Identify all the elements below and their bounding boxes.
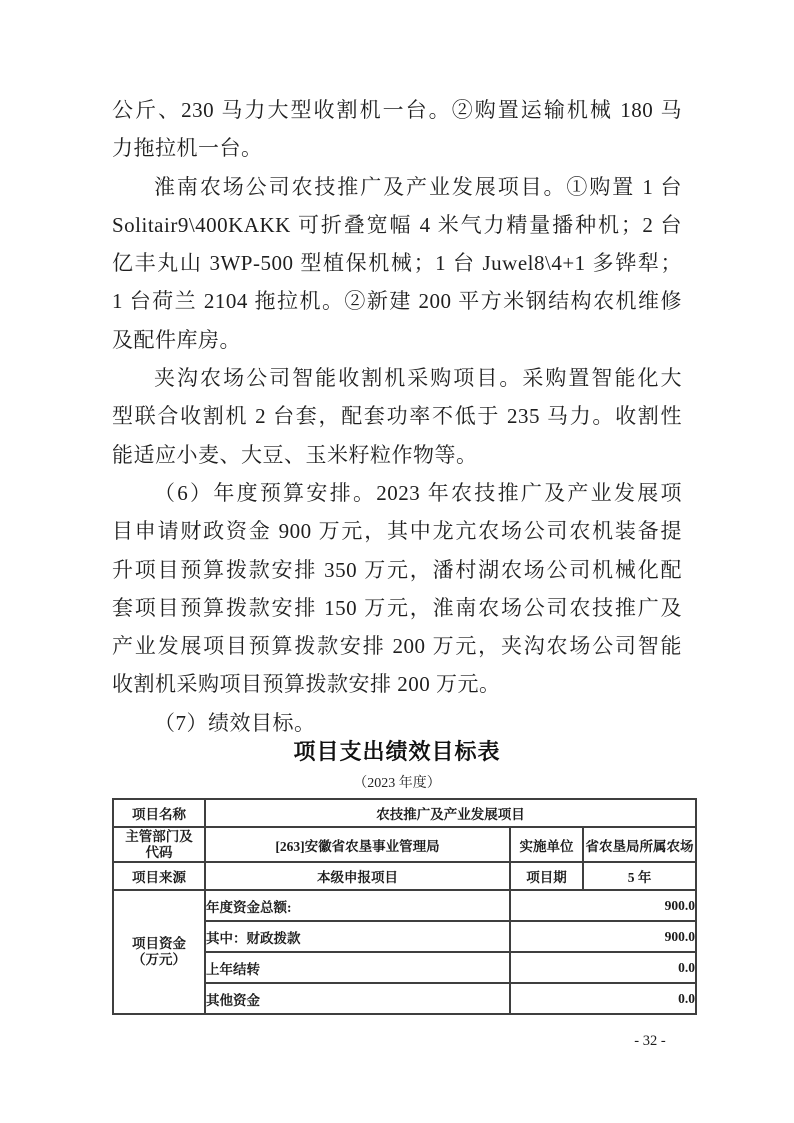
performance-target-table: [112, 798, 697, 1015]
fund-fiscal-label: 其中：财政拨款: [205, 921, 510, 952]
implement-unit-label: 实施单位: [510, 827, 583, 862]
body-line: 型联合收割机 2 台套，配套功率不低于 235 马力。收割性: [112, 404, 682, 429]
project-name-value: 农技推广及产业发展项目: [205, 799, 696, 827]
fund-other-value: 0.0: [510, 983, 696, 1014]
project-name-label: 项目名称: [113, 799, 205, 827]
body-line: 目申请财政资金 900 万元，其中龙亢农场公司农机装备提: [112, 519, 682, 544]
body-line: 公斤、230 马力大型收割机一台。②购置运输机械 180 马: [112, 98, 682, 122]
body-line: 能适应小麦、大豆、玉米籽粒作物等。: [112, 442, 478, 467]
page-number: - 32 -: [634, 1033, 666, 1049]
implement-unit-value: 省农垦局所属农场: [583, 827, 696, 862]
body-text: [112, 91, 682, 742]
body-line: 力拖拉机一台。: [112, 136, 263, 161]
fund-carryover-label: 上年结转: [205, 952, 510, 983]
fund-carryover-value: 0.0: [510, 952, 696, 983]
body-line: （6）年度预算安排。2023 年农技推广及产业发展项: [154, 480, 682, 505]
body-line: 升项目预算拨款安排 350 万元，潘村湖农场公司机械化配: [112, 557, 682, 582]
project-period-label: 项目期: [510, 862, 583, 890]
body-line: 套项目预算拨款安排 150 万元，淮南农场公司农技推广及: [112, 595, 682, 620]
fund-total-label: 年度资金总额:: [205, 890, 510, 921]
body-line: （7）绩效目标。: [154, 710, 316, 735]
fund-fiscal-value: 900.0: [510, 921, 696, 952]
project-funds-label: 项目资金 （万元）: [113, 890, 205, 1014]
project-period-value: 5 年: [583, 862, 696, 890]
department-value: [263]安徽省农垦事业管理局: [205, 827, 510, 862]
table-subtitle: （2023 年度）: [353, 776, 441, 791]
body-line: Solitair9\400KAKK 可折叠宽幅 4 米气力精量播种机；2 台: [112, 212, 682, 237]
body-line: 亿丰丸山 3WP-500 型植保机械；1 台 Juwel8\4+1 多铧犁；: [112, 251, 682, 276]
table-row-project-name: [113, 799, 696, 827]
table-title: 项目支出绩效目标表: [293, 739, 501, 764]
body-line: 淮南农场公司农技推广及产业发展项目。①购置 1 台: [154, 174, 682, 199]
body-line: 及配件库房。: [112, 327, 241, 352]
project-source-label: 项目来源: [113, 862, 205, 890]
table-row-fund-total: [113, 890, 696, 921]
body-line: 1 台荷兰 2104 拖拉机。②新建 200 平方米钢结构农机维修: [112, 289, 682, 314]
body-line: 收割机采购项目预算拨款安排 200 万元。: [112, 672, 501, 697]
body-line: 产业发展项目预算拨款安排 200 万元，夹沟农场公司智能: [112, 634, 682, 659]
table-row-source: [113, 862, 696, 890]
body-line: 夹沟农场公司智能收割机采购项目。采购置智能化大: [154, 366, 682, 391]
fund-other-label: 其他资金: [205, 983, 510, 1014]
table-row-department: [113, 827, 696, 862]
department-label: 主管部门及 代码: [113, 827, 205, 862]
project-source-value: 本级申报项目: [205, 862, 510, 890]
fund-total-value: 900.0: [510, 890, 696, 921]
